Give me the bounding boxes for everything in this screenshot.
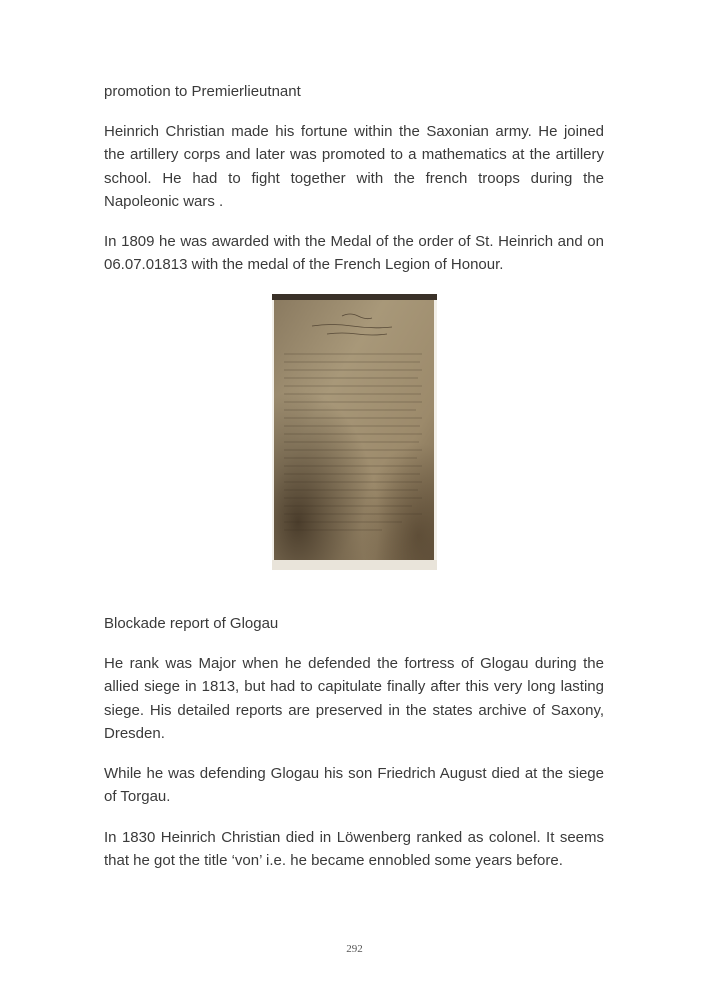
paragraph-fortune: Heinrich Christian made his fortune within the Saxonian army. He joined the artillery corps and later was promoted to a mathematics at the artillery school. He had to fight together with the french troops during the Napoleonic wars .: [104, 123, 604, 210]
paragraph-medals: In 1809 he was awarded with the Medal of the order of St. Heinrich and on 06.07.01813 with the medal of the French Legion of Honour.: [104, 233, 604, 274]
paragraph-glogau-siege: He rank was Major when he defended the fortress of Glogau during the allied siege in 1813, but had to capitulate finally after this very long lasting siege. His detailed reports are preserved in the states archive of Saxony, Dresden.: [104, 655, 604, 742]
caption-promotion: promotion to Premierlieutnant: [104, 83, 301, 100]
manuscript-photo: [272, 294, 437, 570]
page-number: 292: [346, 943, 363, 955]
paragraph-son-torgau: While he was defending Glogau his son Friedrich August died at the siege of Torgau.: [104, 765, 604, 806]
paragraph-death: In 1830 Heinrich Christian died in Löwenberg ranked as colonel. It seems that he got the title ‘von’ i.e. he became ennobled some years before.: [104, 829, 604, 870]
caption-blockade: Blockade report of Glogau: [104, 615, 279, 632]
